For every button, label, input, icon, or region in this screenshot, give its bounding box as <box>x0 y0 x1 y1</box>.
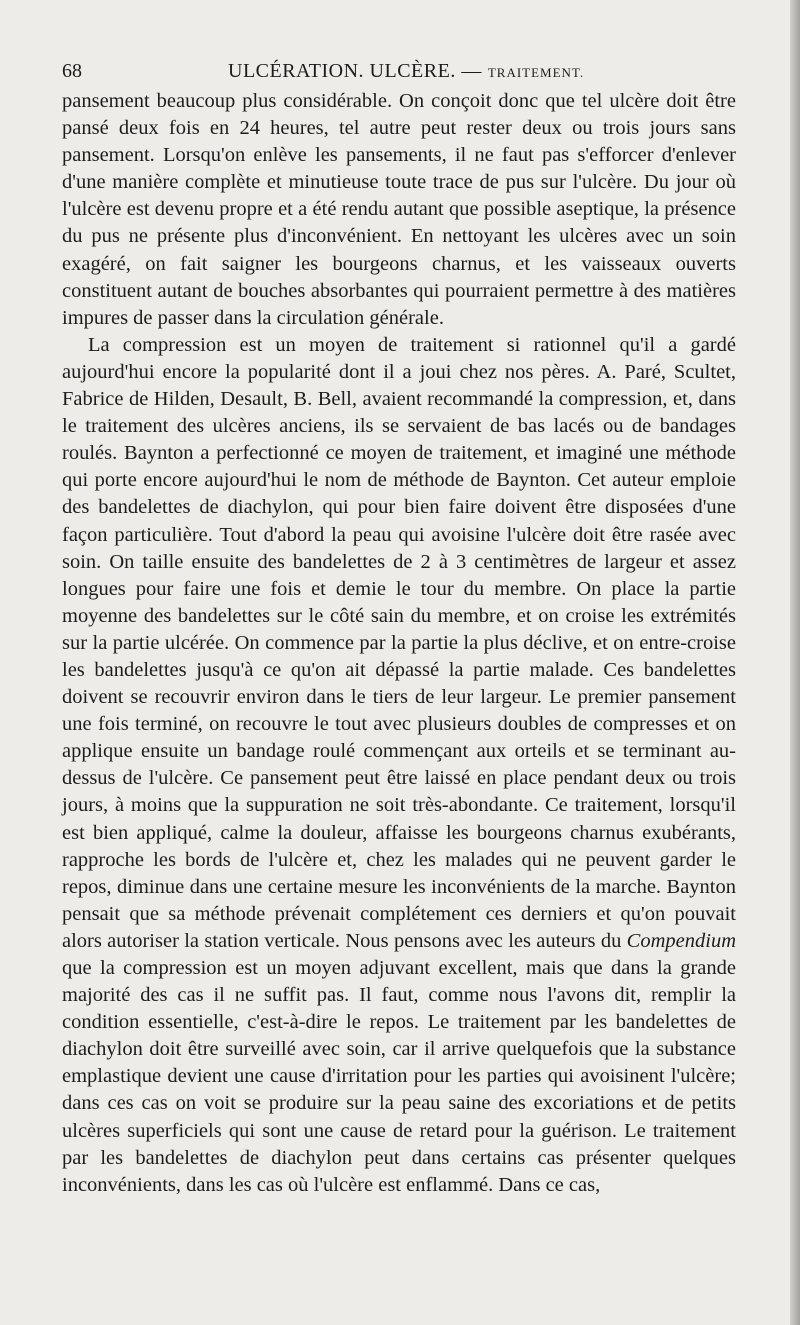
body-text <box>62 88 736 1199</box>
paragraph-dressing: pansement beaucoup plus considérable. On conçoit donc que tel ulcère doit être pansé deux fois en 24 heures, tel autre peut rester deux ou trois jours sans pansement. Lorsqu'on enlève les pansements, il ne faut pas s'efforcer d'enlever d'une manière complète et minutieuse toute trace de pus sur l'ulcère. Du jour où l'ulcère est devenu propre et a été rendu autant que possible aseptique, la présence du pus ne présente plus d'inconvénient. En nettoyant les ulcères avec un soin exagéré, on fait saigner les bourgeons charnus, et les vaisseaux ouverts constituent autant de bouches absorbantes qui pourraient permettre à des matières impures de passer dans la circulation générale. <box>62 90 736 329</box>
page-header <box>62 56 736 86</box>
running-title-section: TRAITEMENT. <box>487 65 585 80</box>
page-edge <box>790 0 800 1325</box>
paragraph-compression-part-1: La compression est un moyen de traitement si rationnel qu'il a gardé aujourd'hui encore la popularité dont il a joui chez nos pères. A. Paré, Scultet, Fabrice de Hilden, Desault, B. Bell, avaient recommandé la compression, et, dans le traitement des ulcères anciens, ils se servaient de bas lacés ou de bandages roulés. Baynton a perfectionné ce moyen de traitement, et imaginé une méthode qui porte encore aujourd'hui le nom de méthode de Baynton. Cet auteur emploie des bandelettes de diachylon, qui pour bien faire doivent être disposées d'une façon particulière. Tout d'abord la peau qui avoisine l'ulcère doit être rasée avec soin. On taille ensuite des bandelettes de 2 à 3 centimètres de largeur et assez longues pour faire une fois et demie le tour du membre. On place la partie moyenne des bandelettes sur le côté sain du membre, et on croise les extrémités sur la partie ulcérée. On commence par la partie la plus déclive, et on entre-croise les bandelettes jusqu'à ce qu'on ait dépassé la partie malade. Ces bandelettes doivent se recouvrir environ dans le tiers de leur largeur. Le premier pansement une fois terminé, on recouvre le tout avec plusieurs doubles de compresses et on applique ensuite un bandage roulé commençant aux orteils et se terminant au-dessus de l'ulcère. Ce pansement peut être laissé en place pendant deux ou trois jours, à moins que la suppuration ne soit très-abondante. Ce traitement, lorsqu'il est bien appliqué, calme la douleur, affaisse les bourgeons charnus exubérants, rapproche les bords de l'ulcère et, chez les malades qui ne peuvent garder le repos, diminue dans une certaine mesure les inconvénients de la marche. Baynton pensait que sa méthode prévenait complétement ces derniers et qu'on pouvait alors autoriser la station verticale. Nous pensons avec les auteurs du <box>62 333 736 952</box>
italic-compendium: Compendium <box>626 929 736 952</box>
page-number: 68 <box>62 60 82 82</box>
paragraph-compression-part-2: que la compression est un moyen adjuvant excellent, mais que dans la grande majorité des cas il ne suffit pas. Il faut, comme nous l'avons dit, remplir la condition essentielle, c'est-à-dire le repos. Le traitement par les bandelettes de diachylon doit être surveillé avec soin, car il arrive quelquefois que la substance emplastique devient une cause d'irritation pour les parties qui avoisinent l'ulcère; dans ces cas on voit se produire sur la peau saine des excoriations et de petits ulcères superficiels qui sont une cause de retard pour la guérison. Le traitement par les bandelettes de diachylon peut dans certains cas présenter quelques inconvénients, dans les cas où l'ulcère est enflammé. Dans ce cas, <box>62 957 736 1196</box>
running-title-main: ULCÉRATION. ULCÈRE. — <box>228 60 482 82</box>
paragraph-compression <box>62 332 736 1199</box>
running-title <box>228 56 584 88</box>
